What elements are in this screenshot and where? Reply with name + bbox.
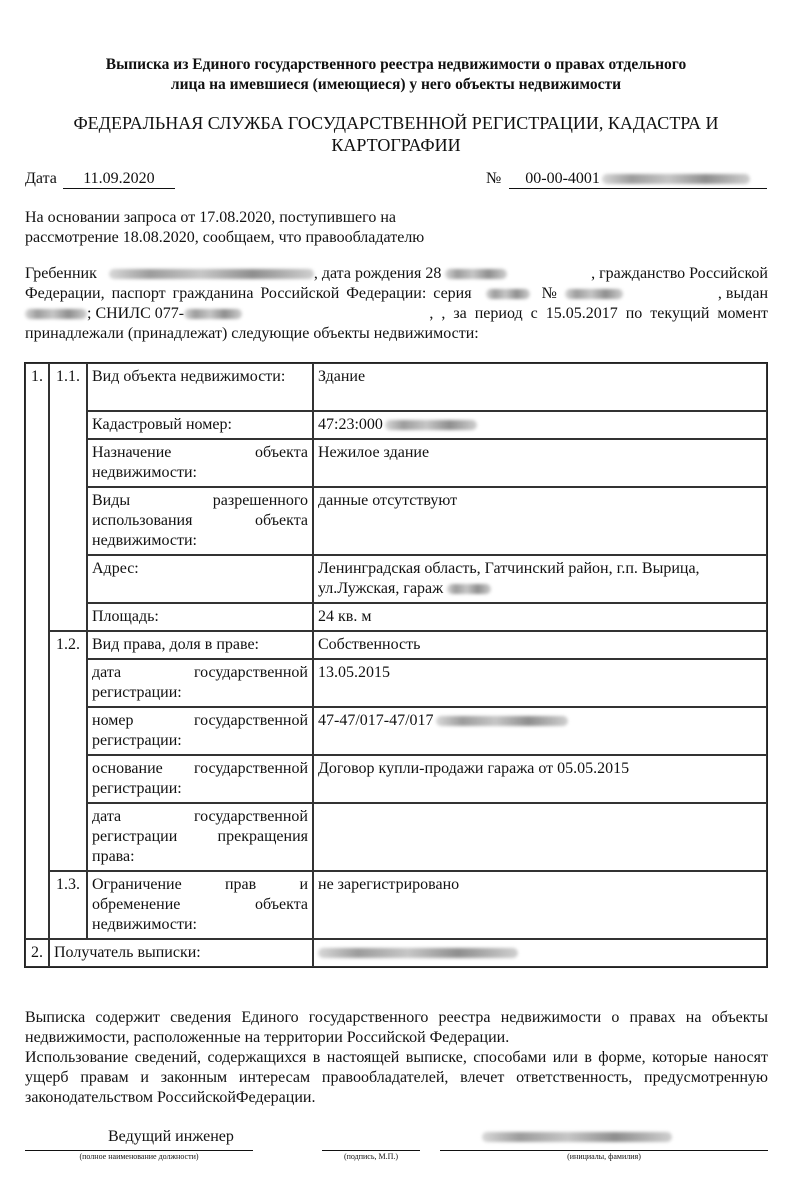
owner-surname: Гребенник <box>25 265 97 282</box>
redacted-passport-series <box>486 289 530 299</box>
reg-number-cell <box>313 707 767 755</box>
subsection-number-1-1: 1.1. <box>49 363 87 631</box>
cadastral-cell <box>313 411 767 439</box>
right-type-value: Собственность <box>313 631 767 659</box>
agency-name <box>20 112 772 156</box>
table-row <box>25 659 767 707</box>
number-value-field <box>509 170 767 189</box>
owner-period-text: , , за период с 15.05.2017 по текущий момент <box>429 305 768 322</box>
table-row <box>25 487 767 555</box>
table-row <box>25 803 767 871</box>
redacted-passport-number <box>565 289 623 299</box>
termination-label: дата государственной регистрации прекращения права: <box>87 803 313 871</box>
section-number-1: 1. <box>25 363 49 939</box>
recipient-cell <box>313 939 767 967</box>
intro-line1: На основании запроса от 17.08.2020, поступившего на <box>25 209 396 226</box>
reg-date-value: 13.05.2015 <box>313 659 767 707</box>
object-type-value: Здание <box>313 363 767 411</box>
redacted-reg-number <box>436 716 568 726</box>
redacted-recipient <box>318 948 518 958</box>
cadastral-value: 47:23:000 <box>318 416 383 433</box>
owner-birth-text: , дата рождения 28 <box>313 265 442 282</box>
number-row <box>486 170 767 189</box>
owner-issued-text: , выдан <box>717 285 768 302</box>
cadastral-label: Кадастровый номер: <box>87 411 313 439</box>
owner-line3 <box>25 304 768 324</box>
purpose-label: Назначение объекта недвижимости: <box>87 439 313 487</box>
redacted-owner-name <box>109 269 314 279</box>
owner-paragraph <box>25 264 768 344</box>
address-cell <box>313 555 767 603</box>
owner-line4: принадлежали (принадлежат) следующие объекты недвижимости: <box>25 325 479 342</box>
footer-paragraph-1: Выписка содержит сведения Единого государственного реестра недвижимости о правах на объекты недвижимости, расположенные на территории Российской Федерации. <box>25 1009 768 1046</box>
redacted-number <box>602 174 750 184</box>
table-row <box>25 707 767 755</box>
area-value: 24 кв. м <box>313 603 767 631</box>
table-row <box>25 631 767 659</box>
table-row <box>25 439 767 487</box>
agency-name-line1: ФЕДЕРАЛЬНАЯ СЛУЖБА ГОСУДАРСТВЕННОЙ РЕГИСТРАЦИИ, КАДАСТРА И <box>73 113 719 133</box>
table-row <box>25 411 767 439</box>
number-value: 00-00-4001 <box>525 170 600 187</box>
permitted-use-value: данные отсутствуют <box>313 487 767 555</box>
document-title-line1: Выписка из Единого государственного реестра недвижимости о правах отдельного <box>105 56 687 73</box>
reg-number-value: 47-47/017-47/017 <box>318 712 434 729</box>
area-label: Площадь: <box>87 603 313 631</box>
intro-line2: рассмотрение 18.08.2020, сообщаем, что правообладателю <box>25 229 425 246</box>
redacted-signer-name <box>482 1132 672 1142</box>
redacted-garage-number <box>447 584 491 594</box>
name-line <box>440 1150 768 1151</box>
name-caption: (инициалы, фамилия) <box>567 1152 641 1161</box>
date-row <box>25 170 175 189</box>
owner-number-sign: № <box>541 285 557 302</box>
recipient-label: Получатель выписки: <box>49 939 313 967</box>
subsection-number-1-2: 1.2. <box>49 631 87 871</box>
owner-line1 <box>25 264 768 284</box>
address-value: Ленинградская область, Гатчинский район, г.п. Вырица, ул.Лужская, гараж <box>318 560 700 597</box>
intro-paragraph <box>25 208 625 248</box>
footer-paragraph-2: Использование сведений, содержащихся в настоящей выписке, способами или в форме, которые наносят ущерб правам и законным интересам правообладателей, влечет ответственность, предусмотренную законодательством РоссийскойФедерации. <box>25 1049 768 1106</box>
object-type-label: Вид объекта недвижимости: <box>87 363 313 411</box>
subsection-number-1-3: 1.3. <box>49 871 87 939</box>
table-row <box>25 363 767 411</box>
signature-caption: (подпись, М.П.) <box>343 1152 399 1161</box>
redacted-issuer <box>25 309 87 319</box>
agency-name-line2: КАРТОГРАФИИ <box>331 135 461 155</box>
purpose-value: Нежилое здание <box>313 439 767 487</box>
footer-notes <box>25 1008 768 1108</box>
section-number-2: 2. <box>25 939 49 967</box>
property-table <box>24 362 768 968</box>
basis-label: основание государственной регистрации: <box>87 755 313 803</box>
position-line <box>25 1150 253 1151</box>
signer-position: Ведущий инженер <box>108 1128 234 1145</box>
reg-number-label: номер государственной регистрации: <box>87 707 313 755</box>
permitted-use-label: Виды разрешенного использования объекта недвижимости: <box>87 487 313 555</box>
reg-date-label: дата государственной регистрации: <box>87 659 313 707</box>
owner-passport-text: Федерации, паспорт гражданина Российской Федерации: серия <box>25 285 472 302</box>
redacted-birth-date <box>445 269 507 279</box>
position-caption: (полное наименование должности) <box>79 1152 199 1161</box>
table-row <box>25 939 767 967</box>
restriction-value: не зарегистрировано <box>313 871 767 939</box>
table-row <box>25 555 767 603</box>
restriction-label: Ограничение прав и обременение объекта недвижимости: <box>87 871 313 939</box>
owner-line2 <box>25 284 768 304</box>
termination-value <box>313 803 767 871</box>
signature-line <box>322 1150 420 1151</box>
table-row <box>25 755 767 803</box>
date-value: 11.09.2020 <box>63 170 175 189</box>
table-row <box>25 603 767 631</box>
document-title <box>20 55 772 95</box>
date-label: Дата <box>25 170 57 187</box>
address-label: Адрес: <box>87 555 313 603</box>
redacted-cadastral <box>385 420 477 430</box>
basis-value: Договор купли-продажи гаража от 05.05.2015 <box>313 755 767 803</box>
redacted-snils <box>184 309 242 319</box>
owner-citizenship-text: , гражданство Российской <box>591 265 768 282</box>
number-label: № <box>486 170 502 187</box>
right-type-label: Вид права, доля в праве: <box>87 631 313 659</box>
table-row <box>25 871 767 939</box>
owner-snils-text: ; СНИЛС 077- <box>87 305 185 322</box>
document-title-line2: лица на имевшиеся (имеющиеся) у него объекты недвижимости <box>170 76 622 93</box>
